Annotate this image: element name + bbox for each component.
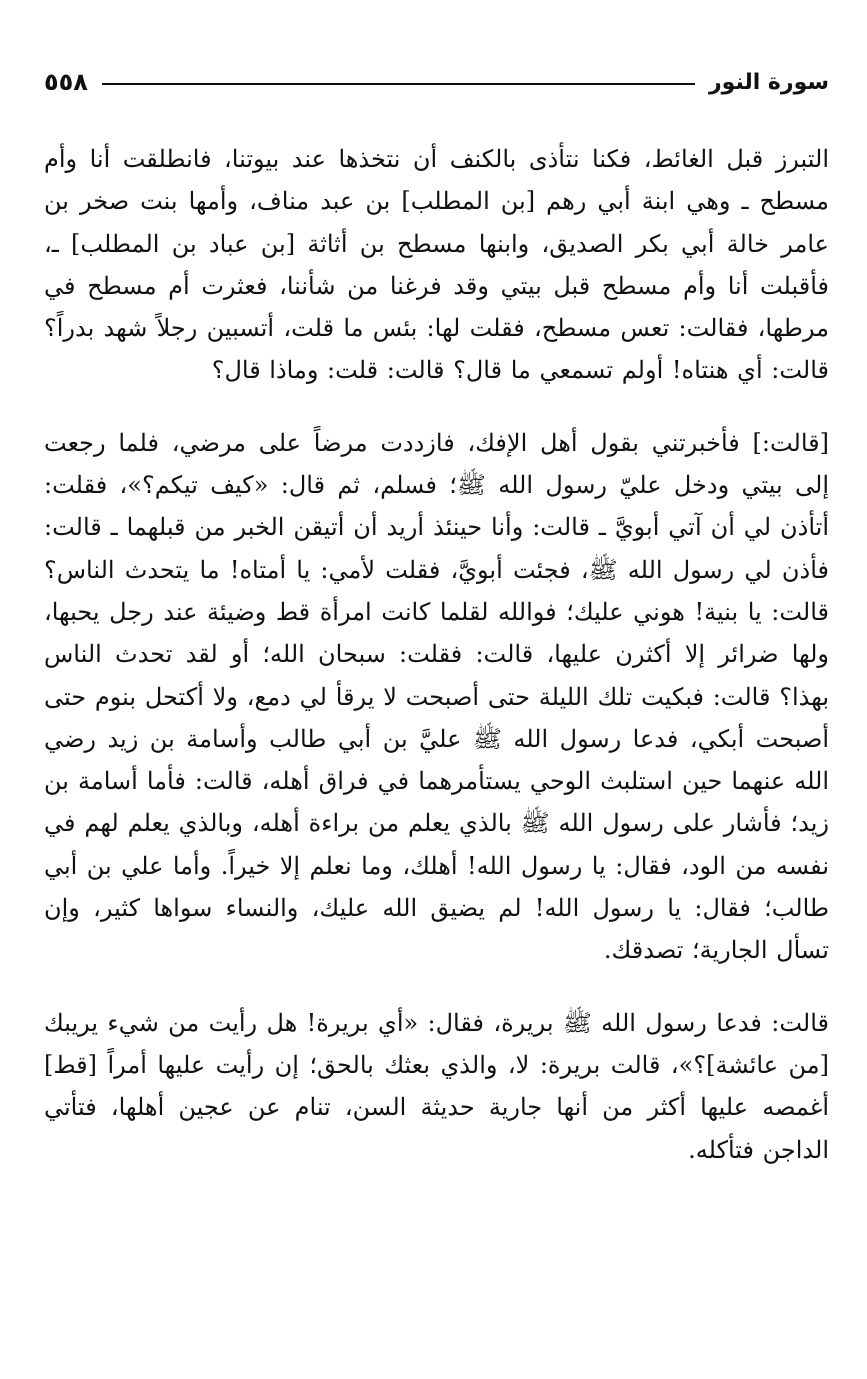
paragraph-3: قالت: فدعا رسول الله ﷺ بريرة، فقال: «أي بريرة! هل رأيت من شيء يريبك [من عائشة]؟»، قالت بريرة: لا، والذي بعثك بالحق؛ إن رأيت عليها أمراً [قط] أغمصه عليها أكثر من أنها جارية حديثة السن، تنام عن عجين أهلها، فتأتي الداجن فتأكله.	[44, 1008, 829, 1164]
page-body	[44, 138, 829, 1171]
paragraph-2: [قالت:] فأخبرتني بقول أهل الإفك، فازددت مرضاً على مرضي، فلما رجعت إلى بيتي ودخل عليّ رسول الله ﷺ؛ فسلم، ثم قال: «كيف تيكم؟»، فقلت: أتأذن لي أن آتي أبويَّ ـ قالت: وأنا حينئذ أريد أن أتيقن الخبر من قبلهما ـ قالت: فأذن لي رسول الله ﷺ، فجئت أبويَّ، فقلت لأمي: يا أمتاه! ما يتحدث الناس؟ قالت: يا بنية! هوني عليك؛ فوالله لقلما كانت امرأة قط وضيئة عند رجل يحبها، ولها ضرائر إلا أكثرن عليها، قالت: فقلت: سبحان الله؛ أو لقد تحدث الناس بهذا؟ قالت: فبكيت تلك الليلة حتى أصبحت لا يرقأ لي دمع، ولا أكتحل بنوم حتى أصبحت أبكي، فدعا رسول الله ﷺ عليَّ بن أبي طالب وأسامة بن زيد رضي الله عنهما حين استلبث الوحي يستأمرهما في فراق أهله، قالت: فأما أسامة بن زيد؛ فأشار على رسول الله ﷺ بالذي يعلم من براءة أهله، وبالذي يعلم لهم في نفسه من الود، فقال: يا رسول الله! أهلك، وما نعلم إلا خيراً. وأما علي بن أبي طالب؛ فقال: يا رسول الله! لم يضيق الله عليك، والنساء سواها كثير، وإن تسأل الجارية؛ تصدقك.	[44, 428, 830, 965]
page-header	[44, 62, 829, 102]
page-number: ٥٥٨	[44, 68, 88, 96]
paragraph-1: التبرز قبل الغائط، فكنا نتأذى بالكنف أن نتخذها عند بيوتنا، فانطلقت أنا وأم مسطح ـ وهي ابنة أبي رهم [بن المطلب] بن عبد مناف، وأمها بنت صخر بن عامر خالة أبي بكر الصديق، وابنها مسطح بن أثاثة [بن عباد بن المطلب] ـ، فأقبلت أنا وأم مسطح قبل بيتي وقد فرغنا من شأننا، فعثرت أم مسطح في مرطها، فقالت: تعس مسطح، فقلت لها: بئس ما قلت، أتسبين رجلاً شهد بدراً؟ قالت: أي هنتاه! أولم تسمعي ما قال؟ قالت: قلت: وماذا قال؟	[44, 145, 829, 385]
surah-title: سورة النور	[709, 69, 829, 95]
header-rule	[102, 83, 695, 85]
